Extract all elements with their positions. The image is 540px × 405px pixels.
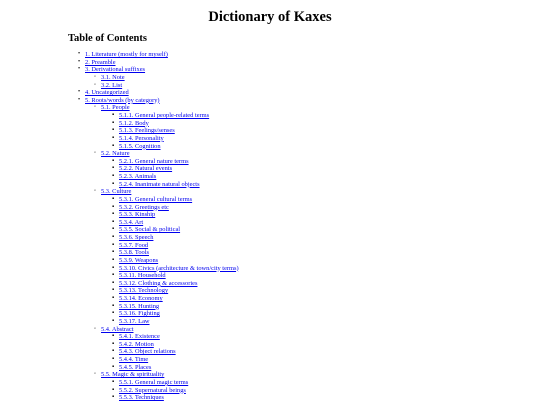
toc-item-level-1 bbox=[68, 51, 239, 59]
toc-link[interactable]: 5.4.1. Existence bbox=[119, 333, 160, 341]
toc-link[interactable]: 5.4.2. Motion bbox=[119, 340, 154, 348]
toc-link[interactable]: 5.3.17. Law bbox=[119, 317, 150, 325]
toc-link[interactable]: 5.3.16. Fighting bbox=[119, 310, 160, 318]
toc-link[interactable]: 5.2.1. General nature terms bbox=[119, 157, 189, 165]
toc-item-level-3 bbox=[101, 280, 239, 288]
toc-link[interactable]: 5.5.1. General magic terms bbox=[119, 378, 189, 386]
toc-heading: Table of Contents bbox=[68, 33, 147, 44]
toc-item-level-3 bbox=[101, 204, 239, 212]
toc-item-level-3 bbox=[101, 387, 239, 395]
toc-link[interactable]: 5.5. Magic & spirituality bbox=[101, 371, 165, 379]
toc-link[interactable]: 5.1.3. Feelings/senses bbox=[119, 127, 175, 135]
toc-item-level-3 bbox=[101, 310, 239, 318]
toc-link[interactable]: 5.3.12. Clothing & accessories bbox=[119, 279, 198, 287]
toc-item-level-3 bbox=[101, 341, 239, 349]
toc-item-level-2 bbox=[85, 104, 239, 150]
toc-item-level-3 bbox=[101, 219, 239, 227]
toc-item-level-1 bbox=[68, 59, 239, 67]
toc-link[interactable]: 5.3.11. Household bbox=[119, 272, 166, 280]
toc-item-level-3 bbox=[101, 196, 239, 204]
toc-item-level-3 bbox=[101, 158, 239, 166]
toc-link[interactable]: 5.2.2. Natural events bbox=[119, 165, 173, 173]
toc-link[interactable]: 5.3.3. Kinship bbox=[119, 211, 156, 219]
toc-item-level-3 bbox=[101, 364, 239, 372]
toc-item-level-3 bbox=[101, 303, 239, 311]
toc-item-level-3 bbox=[101, 295, 239, 303]
toc-sublist-level-3 bbox=[101, 333, 239, 371]
toc-item-level-3 bbox=[101, 135, 239, 143]
toc-item-level-1 bbox=[68, 89, 239, 97]
toc-item-level-3 bbox=[101, 120, 239, 128]
toc-item-level-3 bbox=[101, 249, 239, 257]
toc-link[interactable]: 5.3.6. Speech bbox=[119, 234, 154, 241]
toc-link[interactable]: 5.4.4. Time bbox=[119, 356, 149, 363]
toc-link[interactable]: 5.1. People bbox=[101, 104, 130, 112]
toc-item-level-2 bbox=[85, 74, 239, 82]
toc-link[interactable]: 5.4.3. Object relations bbox=[119, 348, 176, 356]
toc-link[interactable]: 5.2. Nature bbox=[101, 150, 130, 158]
toc-link[interactable]: 5.3.1. General cultural terms bbox=[119, 195, 193, 203]
toc-link[interactable]: 5.3.9. Weapons bbox=[119, 256, 159, 264]
toc-link[interactable]: 5.2.3. Animals bbox=[119, 173, 157, 180]
toc-item-level-3 bbox=[101, 379, 239, 387]
toc-item-level-3 bbox=[101, 127, 239, 135]
toc-item-level-3 bbox=[101, 257, 239, 265]
toc-link[interactable]: 5.1.2. Body bbox=[119, 119, 149, 127]
toc-link[interactable]: 5.3.10. Civics (architecture & town/city terms) bbox=[119, 264, 239, 272]
toc-item-level-3 bbox=[101, 272, 239, 280]
toc-link[interactable]: 5.3.7. Food bbox=[119, 241, 149, 249]
toc-link[interactable]: 5.3.15. Hunting bbox=[119, 302, 160, 310]
table-of-contents bbox=[68, 51, 239, 402]
toc-sublist-level-3 bbox=[101, 196, 239, 326]
toc-item-level-2 bbox=[85, 326, 239, 372]
toc-item-level-3 bbox=[101, 181, 239, 189]
toc-link[interactable]: 3.1. Note bbox=[101, 73, 125, 81]
toc-item-level-2 bbox=[85, 82, 239, 90]
toc-item-level-3 bbox=[101, 287, 239, 295]
toc-item-level-3 bbox=[101, 143, 239, 151]
toc-link[interactable]: 5.3.14. Economy bbox=[119, 295, 163, 302]
toc-sublist-level-3 bbox=[101, 112, 239, 150]
toc-item-level-2 bbox=[85, 188, 239, 325]
toc-item-level-3 bbox=[101, 333, 239, 341]
toc-item-level-3 bbox=[101, 173, 239, 181]
toc-link[interactable]: 5.1.4. Personality bbox=[119, 134, 164, 142]
toc-link[interactable]: 5.3.13. Technology bbox=[119, 287, 169, 295]
toc-item-level-1 bbox=[68, 97, 239, 402]
toc-sublist-level-3 bbox=[101, 379, 239, 402]
toc-item-level-3 bbox=[101, 318, 239, 326]
toc-link[interactable]: 5.2.4. Inanimate natural objects bbox=[119, 180, 200, 188]
toc-item-level-3 bbox=[101, 356, 239, 364]
toc-link[interactable]: 5. Roots/words (by category) bbox=[85, 96, 160, 104]
toc-item-level-3 bbox=[101, 112, 239, 120]
toc-link[interactable]: 3. Derivational suffixes bbox=[85, 66, 146, 74]
toc-sublist-level-2 bbox=[85, 74, 239, 89]
toc-item-level-3 bbox=[101, 165, 239, 173]
toc-link[interactable]: 5.4.5. Places bbox=[119, 363, 152, 371]
toc-link[interactable]: 5.4. Abstract bbox=[101, 325, 134, 333]
toc-item-level-3 bbox=[101, 394, 239, 402]
toc-sublist-level-3 bbox=[101, 158, 239, 189]
toc-link[interactable]: 5.1.1. General people-related terms bbox=[119, 112, 210, 119]
toc-item-level-2 bbox=[85, 371, 239, 402]
toc-link[interactable]: 5.3.4. Art bbox=[119, 218, 144, 226]
toc-link[interactable]: 1. Literature (mostly for myself) bbox=[85, 51, 168, 58]
toc-link[interactable]: 4. Uncategorized bbox=[85, 89, 129, 97]
toc-item-level-1 bbox=[68, 66, 239, 89]
page-title: Dictionary of Kaxes bbox=[208, 9, 332, 25]
toc-link[interactable]: 5.3.8. Tools bbox=[119, 249, 149, 257]
toc-link[interactable]: 3.2. List bbox=[101, 81, 123, 89]
toc-item-level-2 bbox=[85, 150, 239, 188]
toc-item-level-3 bbox=[101, 226, 239, 234]
toc-item-level-3 bbox=[101, 211, 239, 219]
toc-link[interactable]: 5.5.3. Techniques bbox=[119, 394, 164, 402]
toc-item-level-3 bbox=[101, 234, 239, 242]
toc-item-level-3 bbox=[101, 348, 239, 356]
toc-link[interactable]: 5.1.5. Cognition bbox=[119, 142, 161, 150]
toc-link[interactable]: 5.5.2. Supernatural beings bbox=[119, 386, 186, 394]
toc-link[interactable]: 5.3. Culture bbox=[101, 188, 132, 196]
toc-sublist-level-2 bbox=[85, 104, 239, 401]
toc-item-level-3 bbox=[101, 242, 239, 250]
toc-link[interactable]: 2. Preamble bbox=[85, 58, 116, 66]
toc-item-level-3 bbox=[101, 265, 239, 273]
toc-link[interactable]: 5.3.2. Greetings etc bbox=[119, 203, 169, 211]
toc-link[interactable]: 5.3.5. Social & political bbox=[119, 226, 181, 234]
toc-list bbox=[68, 51, 239, 402]
